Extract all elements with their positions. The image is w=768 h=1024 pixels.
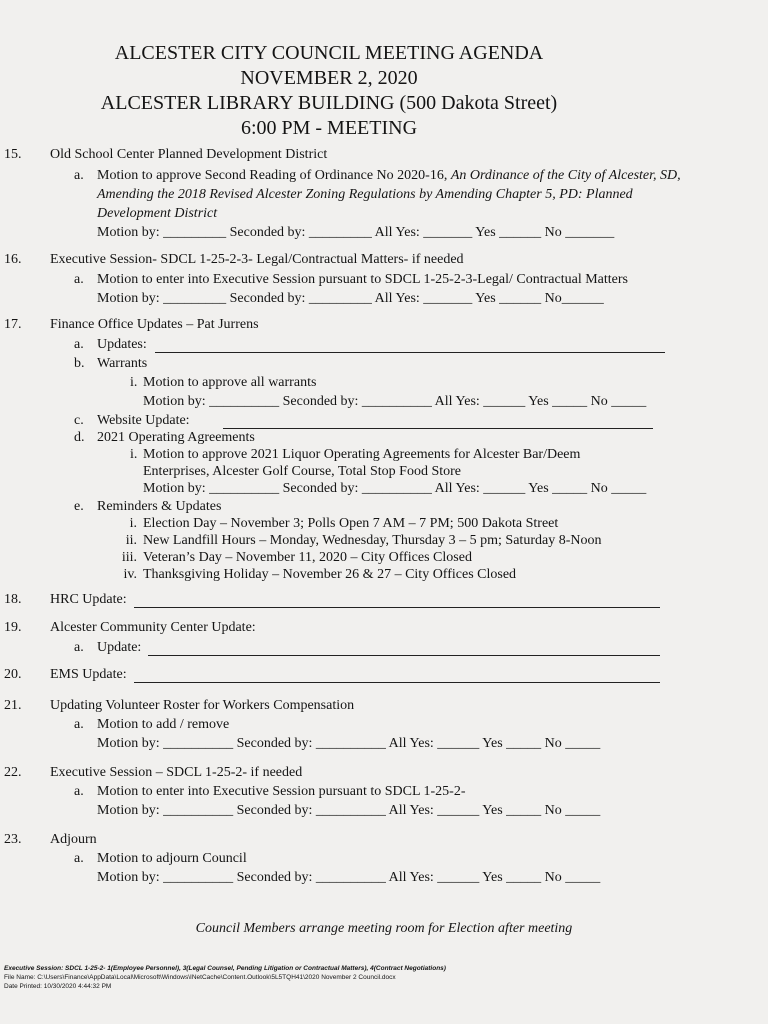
file-name: File Name: C:\Users\Finance\AppData\Local\Microsoft\Windows\INetCache\Content.Outlook\5L5TQH41\2020 November 2 Council.docx xyxy=(4,974,396,981)
sub-sub-label: iii. xyxy=(121,550,137,565)
sub-sub-label: iv. xyxy=(123,567,137,582)
sub-sub-label: i. xyxy=(129,516,137,531)
item-number: 15. xyxy=(4,147,22,162)
sub-label: d. xyxy=(74,430,85,445)
item-title: Old School Center Planned Development District xyxy=(50,147,328,162)
motion-text: Motion to add / remove xyxy=(97,717,230,732)
website-update-label: Website Update: xyxy=(97,413,190,428)
motion-text: Motion to approve Second Reading of Ordinance No 2020-16, An Ordinance of the City of Alcester, SD, xyxy=(97,168,681,183)
item-title: Updating Volunteer Roster for Workers Compensation xyxy=(50,698,355,713)
item-number: 16. xyxy=(4,252,22,267)
motion-text-cont: Development District xyxy=(97,206,218,221)
item-number: 17. xyxy=(4,317,22,332)
motion-vote-line: Motion by: __________ Seconded by: __________ All Yes: ______ Yes _____ No _____ xyxy=(143,394,647,409)
item-number: 20. xyxy=(4,667,22,682)
sub-label: a. xyxy=(74,717,84,732)
motion-text: Motion to adjourn Council xyxy=(97,851,247,866)
reminder-item: Veteran’s Day – November 11, 2020 – City Offices Closed xyxy=(143,550,472,565)
fill-in-line xyxy=(134,594,660,608)
motion-text: Motion to enter into Executive Session pursuant to SDCL 1-25-2- xyxy=(97,784,466,799)
sub-label: a. xyxy=(74,640,84,655)
sub-label: a. xyxy=(74,168,84,183)
motion-text-cont: Enterprises, Alcester Golf Course, Total Stop Food Store xyxy=(143,464,462,479)
item-title: HRC Update: xyxy=(50,592,127,607)
reminder-item: Election Day – November 3; Polls Open 7 AM – 7 PM; 500 Dakota Street xyxy=(143,516,559,531)
update-label: Update: xyxy=(97,640,142,655)
sub-sub-label: i. xyxy=(130,447,138,462)
item-title: Executive Session – SDCL 1-25-2- if needed xyxy=(50,765,303,780)
meeting-location: ALCESTER LIBRARY BUILDING (500 Dakota Street) xyxy=(100,92,558,114)
motion-vote-line: Motion by: __________ Seconded by: __________ All Yes: ______ Yes _____ No _____ xyxy=(97,736,601,751)
fill-in-line xyxy=(148,642,660,656)
sub-label: b. xyxy=(74,356,85,371)
motion-vote-line: Motion by: _________ Seconded by: _________ All Yes: _______ Yes ______ No _______ xyxy=(97,225,615,240)
item-number: 18. xyxy=(4,592,22,607)
motion-vote-line: Motion by: _________ Seconded by: _________ All Yes: _______ Yes ______ No______ xyxy=(97,291,604,306)
motion-text: Motion to approve 2021 Liquor Operating Agreements for Alcester Bar/Deem xyxy=(143,447,581,462)
motion-vote-line: Motion by: __________ Seconded by: __________ All Yes: ______ Yes _____ No _____ xyxy=(143,481,647,496)
motion-text-cont: Amending the 2018 Revised Alcester Zoning Regulations by Amending Chapter 5, PD: Planned xyxy=(97,187,633,202)
fill-in-line xyxy=(134,669,660,683)
item-number: 21. xyxy=(4,698,22,713)
sub-label: a. xyxy=(74,784,84,799)
item-number: 19. xyxy=(4,620,22,635)
sub-sub-label: ii. xyxy=(125,533,137,548)
updates-label: Updates: xyxy=(97,337,147,352)
sub-label: e. xyxy=(74,499,84,514)
footer-note: Council Members arrange meeting room for Election after meeting xyxy=(195,921,573,936)
reminder-item: Thanksgiving Holiday – November 26 & 27 – City Offices Closed xyxy=(143,567,517,582)
exec-session-legend: Executive Session: SDCL 1-25-2- 1(Employee Personnel), 3(Legal Counsel, Pending Litigation or Contractual Matters), 4(Contract Negotiations) xyxy=(4,965,446,972)
item-title: Finance Office Updates – Pat Jurrens xyxy=(50,317,259,332)
item-title: Alcester Community Center Update: xyxy=(50,620,256,635)
fill-in-line xyxy=(155,339,665,353)
date-printed: Date Printed: 10/30/2020 4:44:32 PM xyxy=(4,983,112,990)
sub-label: a. xyxy=(74,272,84,287)
motion-vote-line: Motion by: __________ Seconded by: __________ All Yes: ______ Yes _____ No _____ xyxy=(97,803,601,818)
item-title: EMS Update: xyxy=(50,667,127,682)
fill-in-line xyxy=(223,415,653,429)
motion-text: Motion to approve all warrants xyxy=(143,375,317,390)
operating-agreements-label: 2021 Operating Agreements xyxy=(97,430,255,445)
item-title: Executive Session- SDCL 1-25-2-3- Legal/Contractual Matters- if needed xyxy=(50,252,464,267)
item-title: Adjourn xyxy=(50,832,97,847)
sub-sub-label: i. xyxy=(130,375,138,390)
meeting-date: NOVEMBER 2, 2020 xyxy=(240,67,418,89)
motion-text: Motion to enter into Executive Session pursuant to SDCL 1-25-2-3-Legal/ Contractual Matters xyxy=(97,272,628,287)
sub-label: c. xyxy=(74,413,84,428)
item-number: 22. xyxy=(4,765,22,780)
reminder-item: New Landfill Hours – Monday, Wednesday, Thursday 3 – 5 pm; Saturday 8-Noon xyxy=(143,533,602,548)
sub-label: a. xyxy=(74,337,84,352)
reminders-label: Reminders & Updates xyxy=(97,499,222,514)
agenda-title: ALCESTER CITY COUNCIL MEETING AGENDA xyxy=(114,42,544,64)
meeting-time: 6:00 PM - MEETING xyxy=(240,117,418,139)
warrants-label: Warrants xyxy=(97,356,148,371)
sub-label: a. xyxy=(74,851,84,866)
motion-vote-line: Motion by: __________ Seconded by: __________ All Yes: ______ Yes _____ No _____ xyxy=(97,870,601,885)
item-number: 23. xyxy=(4,832,22,847)
